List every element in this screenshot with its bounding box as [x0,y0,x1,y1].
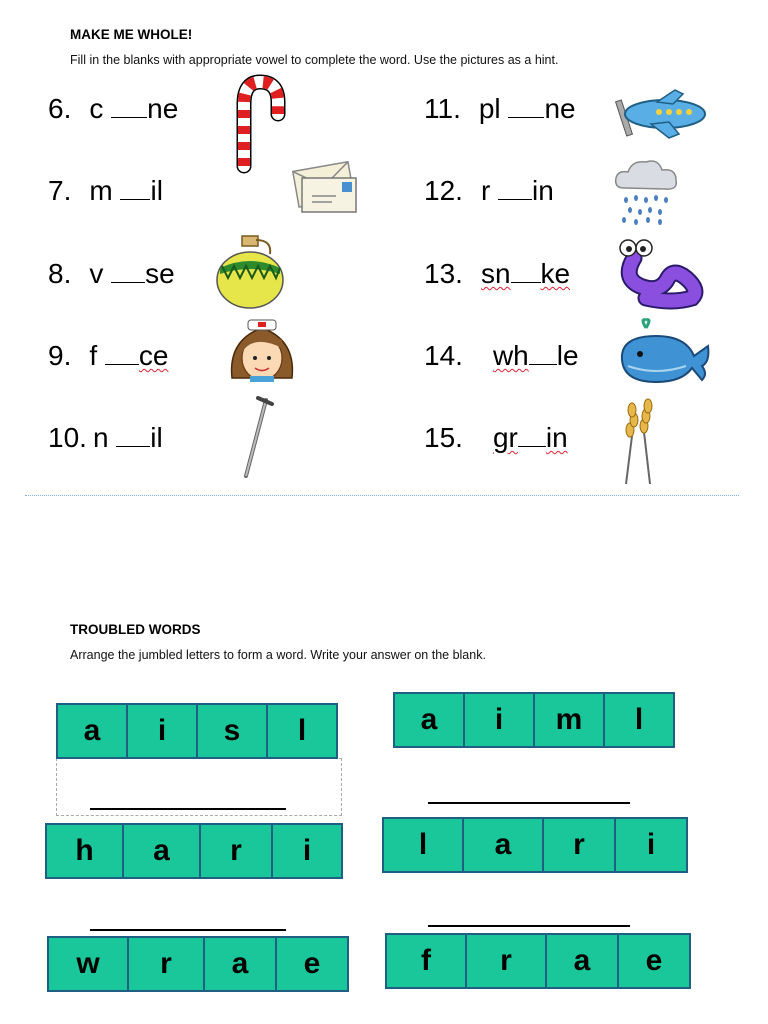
exercise-item-12 [424,177,554,205]
exercise-item-9 [48,342,169,370]
letter-tile: a [124,825,201,877]
exercise-item-8 [48,260,175,288]
answer-blank[interactable] [498,177,532,200]
nail-icon [238,394,274,482]
letter-tile: i [273,825,341,877]
answer-blank[interactable] [116,424,150,447]
section-instruction-make-me-whole: Fill in the blanks with appropriate vowel to complete the word. Use the pictures as a hint. [70,53,559,67]
answer-blank[interactable] [120,177,150,200]
item-number: 14. [424,340,463,371]
exercise-item-15 [424,424,568,452]
word-prefix: c [89,93,112,124]
letter-tile: l [605,694,673,746]
exercise-item-7 [48,177,163,205]
answer-line-2[interactable] [428,802,630,804]
letter-tile: a [205,938,277,990]
word-suffix: in [532,175,554,206]
word-suffix: il [150,422,163,453]
section-title-make-me-whole: MAKE ME WHOLE! [70,27,193,42]
letter-tile: i [616,819,686,871]
exercise-item-11 [424,95,576,123]
word-prefix: v [89,258,112,289]
exercise-item-6 [48,95,178,123]
jumble-tiles-2 [393,692,675,748]
item-number: 15. [424,422,463,453]
letter-tile: f [387,935,467,987]
word-prefix: n [92,422,117,453]
word-prefix: pl [478,93,509,124]
vase-icon [214,234,286,312]
letter-tile: r [201,825,273,877]
rain-cloud-icon [612,156,682,226]
jumble-tiles-4 [382,817,688,873]
answer-blank[interactable] [111,260,145,283]
airplane-icon [617,88,709,140]
word-suffix: in [545,422,568,453]
item-number: 11. [424,93,461,124]
section-divider [25,495,739,496]
jumble-tiles-3 [45,823,343,879]
answer-line-1[interactable] [90,808,286,810]
exercise-item-10 [48,424,163,452]
word-suffix: ce [138,340,169,371]
jumble-tiles-6 [385,933,691,989]
answer-line-4[interactable] [428,925,630,927]
word-prefix: sn [480,258,511,289]
word-prefix: f [89,340,105,371]
word-suffix: ne [544,93,576,124]
item-number: 13. [424,258,463,289]
answer-blank[interactable] [511,260,541,283]
letter-tile: i [128,705,198,757]
exercise-item-13 [424,260,570,288]
letter-tile: m [535,694,605,746]
whale-icon [616,316,714,388]
wheat-grain-icon [618,396,660,486]
exercise-item-14 [424,342,579,370]
word-prefix: gr [492,422,518,453]
letter-tile: a [547,935,619,987]
face-icon [224,318,300,382]
word-suffix: se [145,258,175,289]
item-number: 7. [48,175,72,206]
letter-tile: w [49,938,129,990]
word-prefix: r [480,175,499,206]
letter-tile: l [268,705,336,757]
candy-cane-icon [226,74,286,172]
letter-tile: e [619,935,689,987]
answer-blank[interactable] [508,95,544,118]
letter-tile: s [198,705,268,757]
word-suffix: il [150,175,163,206]
word-prefix: m [89,175,121,206]
word-prefix: wh [492,340,529,371]
item-number: 10. [48,422,87,453]
letter-tile: r [129,938,205,990]
letter-tile: r [467,935,547,987]
word-suffix: ke [540,258,571,289]
jumble-tiles-1 [56,703,338,759]
jumble-tiles-5 [47,936,349,992]
item-number: 9. [48,340,72,371]
mail-envelope-icon [292,156,360,218]
answer-blank[interactable] [111,95,147,118]
letter-tile: a [464,819,544,871]
letter-tile: e [277,938,347,990]
letter-tile: i [465,694,535,746]
word-suffix: le [556,340,579,371]
answer-blank[interactable] [529,342,557,365]
section-instruction-troubled-words: Arrange the jumbled letters to form a word. Write your answer on the blank. [70,648,486,662]
letter-tile: l [384,819,464,871]
letter-tile: r [544,819,616,871]
item-number: 6. [48,93,72,124]
item-number: 12. [424,175,463,206]
answer-blank[interactable] [105,342,139,365]
snake-icon [616,238,706,304]
letter-tile: a [58,705,128,757]
word-suffix: ne [147,93,179,124]
answer-blank[interactable] [518,424,546,447]
section-title-troubled-words: TROUBLED WORDS [70,622,201,637]
answer-line-3[interactable] [90,929,286,931]
letter-tile: a [395,694,465,746]
letter-tile: h [47,825,124,877]
item-number: 8. [48,258,72,289]
